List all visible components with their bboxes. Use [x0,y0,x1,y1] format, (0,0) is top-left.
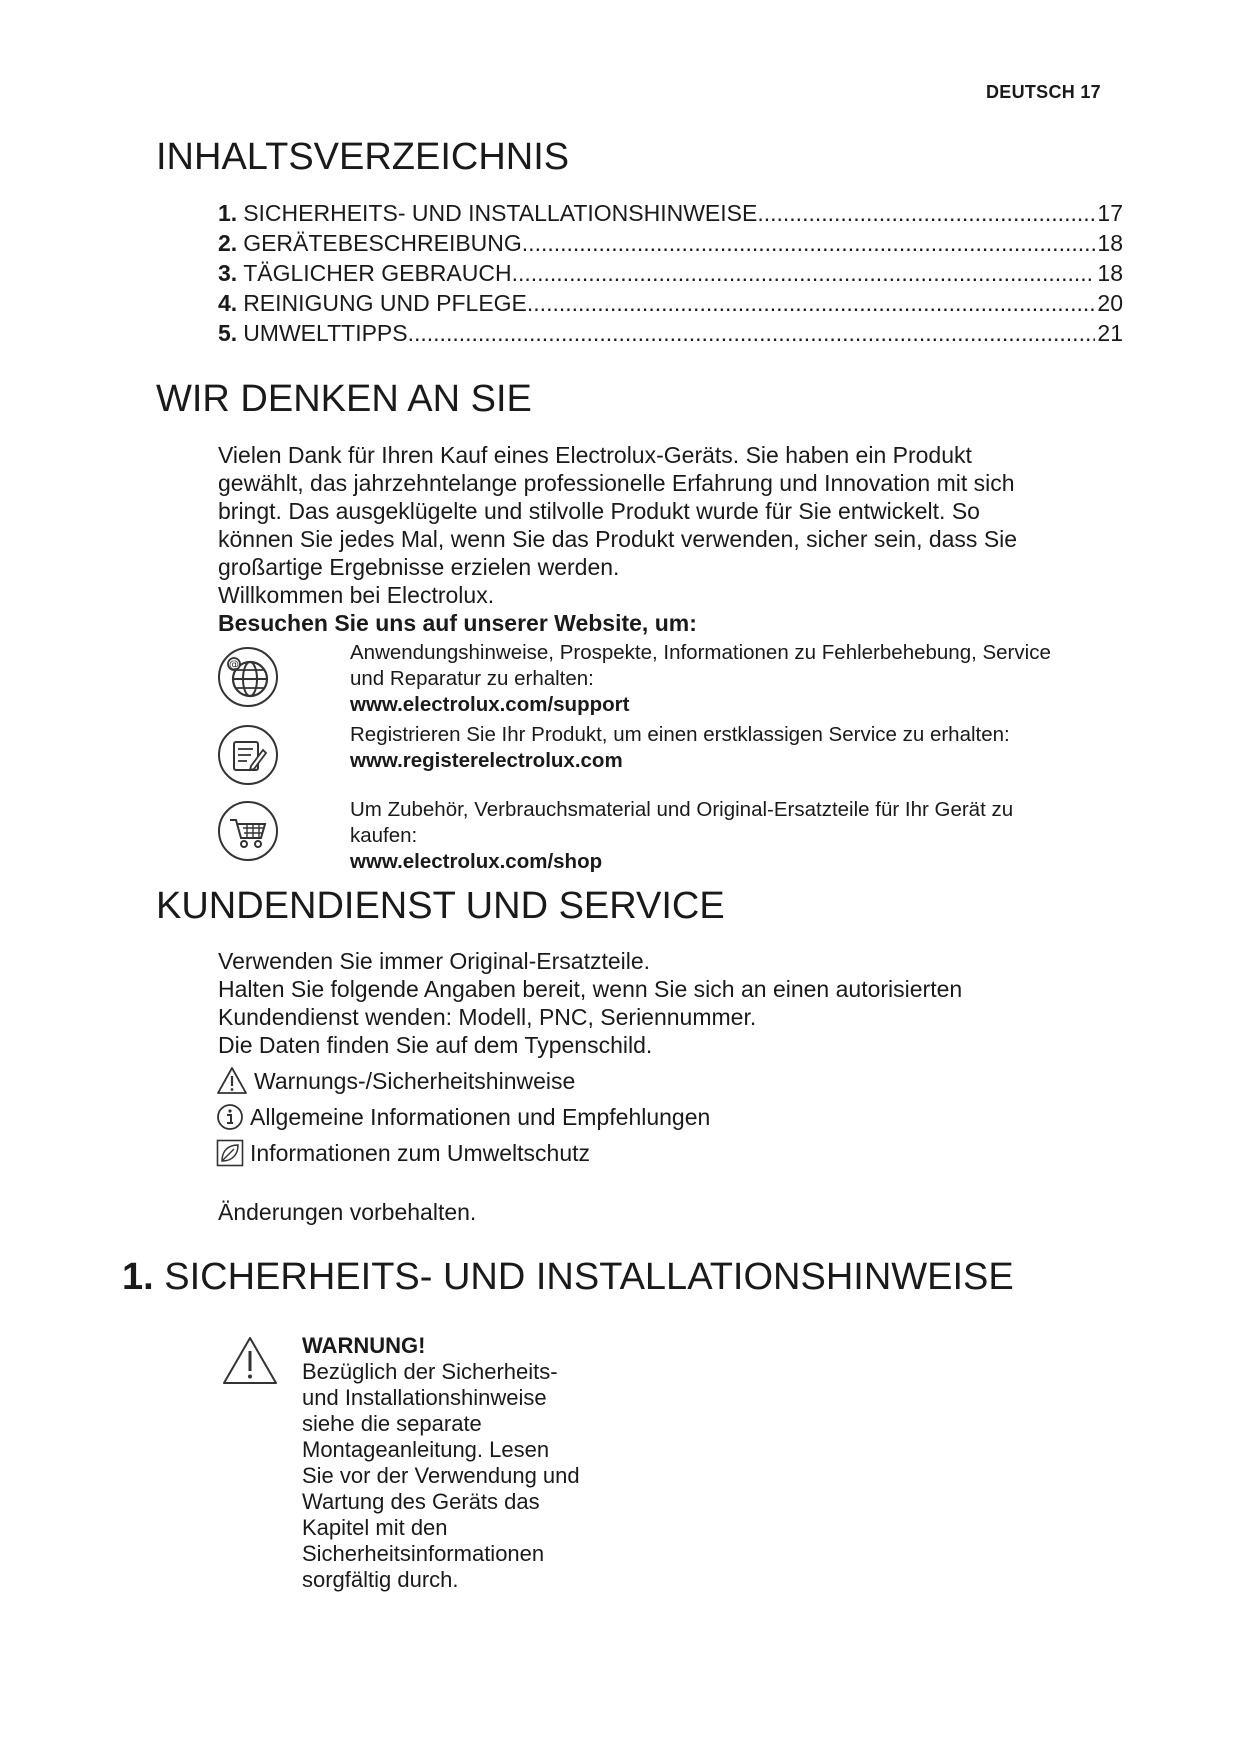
safety-title [122,1256,1014,1299]
web-item-text: und Reparatur zu erhalten: [350,667,594,690]
thinking-line: Vielen Dank für Ihren Kauf eines Electrolux-Geräts. Sie haben ein Produkt [218,442,972,468]
toc-entry[interactable] [218,288,1123,318]
toc-entry-label: UMWELTTIPPS [243,320,408,346]
legend-label: Informationen zum Umweltschutz [250,1140,591,1166]
symbol-legend [216,1063,710,1171]
shop-link[interactable]: www.electrolux.com/shop [350,850,603,873]
service-line: Verwenden Sie immer Original-Ersatzteile. [218,948,651,974]
web-item-shop [350,797,1130,875]
leaf-icon [216,1139,244,1167]
warning-icon [216,1066,248,1096]
toc-entry-label: SICHERHEITS- UND INSTALLATIONSHINWEISE [243,200,758,226]
legend-label: Warnungs-/Sicherheitshinweise [254,1068,576,1094]
register-icon [217,724,279,786]
warning-line: und Installationshinweise [302,1385,547,1410]
register-link[interactable]: www.registerelectrolux.com [350,749,623,772]
legend-label: Allgemeine Informationen und Empfehlungen [250,1104,711,1130]
warning-line: siehe die separate [302,1411,482,1436]
thinking-line: großartige Ergebnisse erzielen werden. [218,554,620,580]
info-icon [216,1103,244,1131]
toc-entry-number: 1. [218,200,238,226]
web-item-support [350,640,1130,718]
warning-line: Montageanleitung. Lesen [302,1437,550,1462]
thinking-line: gewählt, das jahrzehntelange professionelle Erfahrung und Innovation mit sich [218,470,1015,496]
page-header-label: DEUTSCH 17 [985,82,1101,102]
change-notice: Änderungen vorbehalten. [218,1199,477,1225]
warning-line: Sie vor der Verwendung und [302,1463,580,1488]
toc-entry-label: TÄGLICHER GEBRAUCH [243,260,512,286]
toc-entry-page: 21 [1097,320,1123,346]
toc-entry-page: 18 [1097,230,1123,256]
warning-line: Sicherheitsinformationen [302,1541,545,1566]
toc-entry-number: 5. [218,320,238,346]
svg-text:@: @ [229,659,239,671]
welcome-line: Willkommen bei Electrolux. [218,582,495,608]
toc-entry[interactable] [218,318,1123,348]
legend-item [216,1099,710,1135]
legend-item [216,1135,710,1171]
toc-entry[interactable] [218,198,1123,228]
warning-line: sorgfältig durch. [302,1567,459,1592]
toc-title: INHALTSVERZEICHNIS [156,136,570,178]
web-item-text: kaufen: [350,824,418,847]
toc-entry-number: 2. [218,230,238,256]
table-of-contents [218,198,1123,348]
thinking-title: WIR DENKEN AN SIE [156,378,532,420]
web-item-text: Anwendungshinweise, Prospekte, Informationen zu Fehlerbehebung, Service [350,641,1051,664]
warning-heading: WARNUNG! [302,1333,426,1358]
service-body [218,947,1138,1059]
shopping-cart-icon [217,800,279,862]
warning-line: Wartung des Geräts das [302,1489,540,1514]
service-line: Die Daten finden Sie auf dem Typenschild. [218,1032,653,1058]
safety-number: 1. [122,1256,154,1298]
toc-entry[interactable] [218,258,1123,288]
toc-leader-dots [522,228,1096,258]
web-item-register [350,722,1130,774]
support-link[interactable]: www.electrolux.com/support [350,693,630,716]
thinking-line: bringt. Das ausgeklügelte und stilvolle Produkt wurde für Sie entwickelt. So [218,498,980,524]
legend-item [216,1063,710,1099]
toc-entry-page: 18 [1097,260,1123,286]
warning-line: Bezüglich der Sicherheits- [302,1359,558,1384]
warning-icon [222,1336,278,1386]
toc-leader-dots [527,288,1096,318]
service-line: Kundendienst wenden: Modell, PNC, Seriennummer. [218,1004,757,1030]
toc-entry-number: 4. [218,290,238,316]
service-line: Halten Sie folgende Angaben bereit, wenn Sie sich an einen autorisierten [218,976,963,1002]
service-title: KUNDENDIENST UND SERVICE [156,885,725,927]
toc-entry[interactable] [218,228,1123,258]
thinking-body [218,441,1138,637]
toc-entry-page: 17 [1097,200,1123,226]
safety-title-text: SICHERHEITS- UND INSTALLATIONSHINWEISE [164,1256,1014,1298]
toc-leader-dots [512,258,1096,288]
warning-line: Kapitel mit den [302,1515,448,1540]
web-item-text: Um Zubehör, Verbrauchsmaterial und Original-Ersatzteile für Ihr Gerät zu [350,798,1014,821]
toc-entry-label: GERÄTEBESCHREIBUNG [243,230,522,256]
web-item-text: Registrieren Sie Ihr Produkt, um einen erstklassigen Service zu erhalten: [350,723,1010,746]
toc-leader-dots [757,198,1095,228]
warning-box [302,1333,632,1593]
toc-leader-dots [408,318,1096,348]
toc-entry-number: 3. [218,260,238,286]
toc-entry-label: REINIGUNG UND PFLEGE [243,290,527,316]
toc-entry-page: 20 [1097,290,1123,316]
thinking-line: können Sie jedes Mal, wenn Sie das Produkt verwenden, sicher sein, dass Sie [218,526,1018,552]
visit-heading: Besuchen Sie uns auf unserer Website, um: [218,610,697,636]
globe-icon [217,646,279,708]
